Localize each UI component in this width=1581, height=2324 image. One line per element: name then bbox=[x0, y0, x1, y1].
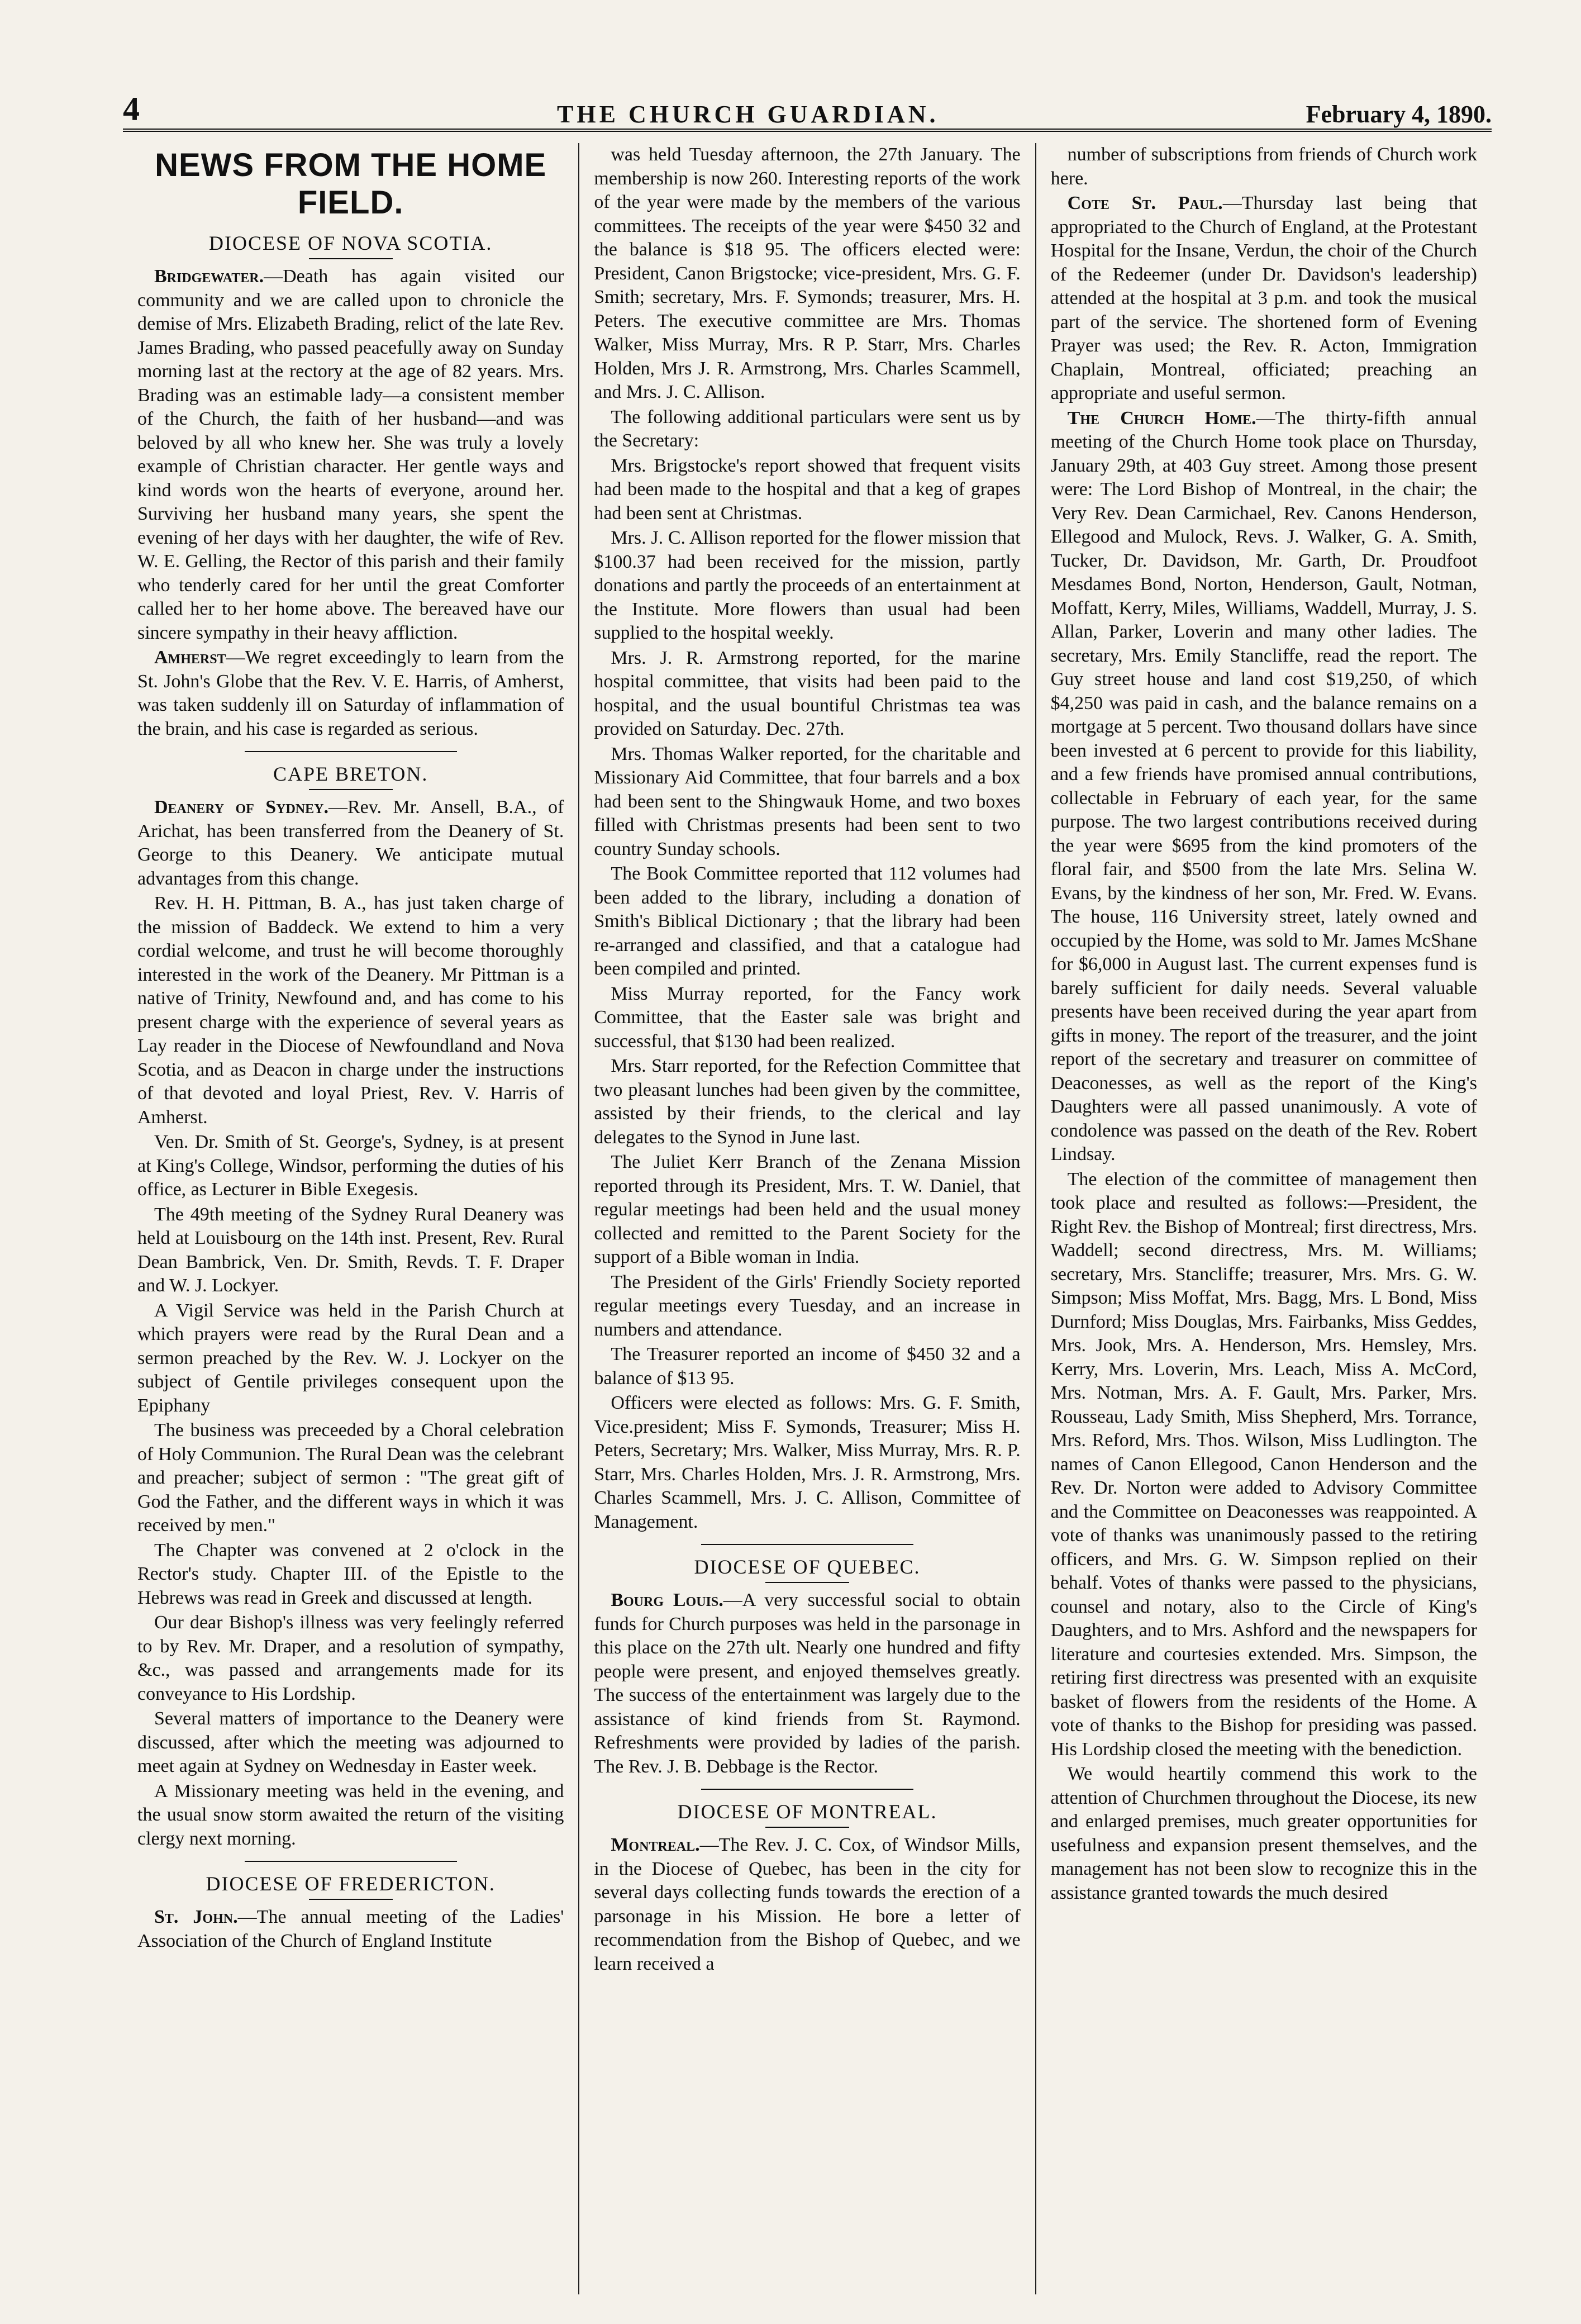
paragraph-text: Mrs. Thomas Walker reported, for the charitable and Missionary Aid Committee, that four barrels and a box had been sent to the Shingwauk Home, and two boxes filled with Christmas presents had been sent to two country Sunday schools. bbox=[594, 743, 1021, 859]
article-columns bbox=[123, 143, 1492, 2294]
article-paragraph bbox=[594, 1343, 1020, 1390]
article-paragraph bbox=[594, 526, 1020, 645]
paragraph-text: —Death has again visited our community and we are called upon to chronicle the demise of Mrs. Elizabeth Brading, relict of the late Rev. James Brading, who passed peacefully away on Sunday morning last at the rectory at the age of 82 years. Mrs. Brading was an estimable lady—a consistent member of the Church, the faith of her husband—and was beloved by all who knew her. She was truly a lovely example of Christian character. Her gentle ways and kind words won the hearts of everyone, around her. Surviving her husband many years, she spent the evening of her days with her daughter, the wife of Rev. W. E. Gelling, the Rector of this parish and their family who tenderly cared for her until the great Comforter called her to her home above. The bereaved have our sincere sympathy in their heavy affliction. bbox=[137, 266, 564, 643]
paragraph-lead: Amherst bbox=[154, 647, 226, 668]
article-paragraph bbox=[137, 646, 564, 741]
column-2 bbox=[579, 143, 1036, 2294]
heading-rule bbox=[765, 1582, 849, 1583]
paragraph-text: —The annual meeting of the Ladies' Association of the Church of England Institute bbox=[137, 1907, 564, 1951]
article-paragraph bbox=[1051, 1762, 1477, 1905]
paragraph-text: Mrs. Brigstocke's report showed that frequent visits had been made to the hospital and that a keg of grapes had been sent at Christmas. bbox=[594, 455, 1021, 524]
paragraph-text: Mrs. Starr reported, for the Refection Committee that two pleasant lunches had been given by the committee, assisted by their friends, to the clerical and lay delegates to the Synod in June last. bbox=[594, 1056, 1021, 1148]
article-paragraph bbox=[137, 796, 564, 891]
paragraph-lead: Bridgewater. bbox=[154, 266, 264, 287]
paragraph-lead: Bourg Louis. bbox=[611, 1590, 723, 1610]
paragraph-text: Mrs. J. R. Armstrong reported, for the marine hospital committee, that visits had been paid to the hospital, and the usual bountiful Christmas tea was provided on Saturday. Dec. 27th. bbox=[594, 647, 1021, 739]
article-paragraph bbox=[594, 1271, 1020, 1342]
article-paragraph bbox=[137, 1299, 564, 1418]
paragraph-text: Miss Murray reported, for the Fancy work Committee, that the Easter sale was bright and successful, that $130 had been realized. bbox=[594, 983, 1021, 1052]
article-paragraph bbox=[594, 143, 1020, 405]
section-divider bbox=[701, 1789, 913, 1790]
paragraph-text: The 49th meeting of the Sydney Rural Deanery was held at Louisbourg on the 14th inst. Present, Rev. Rural Dean Bambrick, Ven. Dr. Smith, Revds. T. F. Draper and W. J. Lockyer. bbox=[137, 1204, 564, 1296]
paragraph-text: —The thirty-fifth annual meeting of the Church Home took place on Thursday, January 29th, at 403 Guy street. Among those present were: The Lord Bishop of Montreal, in the chair; the Very Rev. Dean Carmichael, Rev. Canons Henderson, Ellegood and Mulock, Revs. J. Walker, G. A. Smith, Tucker, Dr. Davidson, Mr. Garth, Dr. Proudfoot Mesdames Bond, Norton, Henderson, Gault, Notman, Moffatt, Kerry, Miles, Williams, Waddell, Murray, J. S. Allan, Parker, Loverin and many other ladies. The secretary, Mrs. Emily Stancliffe, read the report. The Guy street house and land cost $19,250, of which $4,250 was paid in cash, and the balance remains on a mortgage at 5 percent. Two thousand dollars have since been invested at 6 percent to provide for this liability, and a few friends have promised annual contributions, collectable in February of each year, for the same purpose. The two largest contributions received during the year were $695 from the kind promoters of the floral fair, and $500 from the late Mrs. Selina W. Evans, by the kindness of her son, Mr. Fred. W. Evans. The house, 116 University street, lately owned and occupied by the Home, was sold to Mr. James McShane for $6,000 in August last. The current expenses fund is barely sufficient for daily needs. Several valuable presents have been received during the year apart from gifts in money. The report of the treasurer, and the joint report of the secretary and treasurer on committee of Deaconesses, as well as the report of the King's Daughters were all passed unanimously. A vote of condolence was passed on the death of the Rev. Robert Lindsay. bbox=[1050, 407, 1477, 1165]
article-paragraph bbox=[137, 892, 564, 1129]
article-paragraph bbox=[1051, 143, 1477, 191]
article-paragraph bbox=[137, 1539, 564, 1610]
heading-rule bbox=[309, 258, 393, 259]
heading-rule bbox=[765, 1827, 849, 1828]
heading-rule bbox=[309, 789, 393, 790]
paragraph-text: Officers were elected as follows: Mrs. G. F. Smith, Vice.president; Miss F. Symonds, Treasurer; Miss H. Peters, Secretary; Mrs. Walker, Miss Murray, Mrs. R. P. Starr, Mrs. Charles Holden, Mrs. J. R. Armstrong, Mrs. Charles Scammell, Mrs. J. C. Allison, Committee of Management. bbox=[594, 1393, 1021, 1532]
diocese-heading: CAPE BRETON. bbox=[273, 763, 428, 785]
article-paragraph bbox=[594, 862, 1020, 981]
paragraph-text: —Rev. Mr. Ansell, B.A., of Arichat, has been transferred from the Deanery of St. George to this Deanery. We anticipate mutual advantages from this change. bbox=[137, 797, 564, 889]
article-paragraph bbox=[1051, 192, 1477, 406]
paragraph-text: The election of the committee of management then took place and resulted as follows:—President, the Right Rev. the Bishop of Montreal; first directress, Mrs. Waddell; second directress, Mrs. M. Williams; secretary, Mrs. Stancliffe; treasurer, Mrs. Mrs. G. W. Simpson; Miss Moffat, Mrs. Bagg, Mrs. L Bond, Miss Durnford; Miss Douglas, Mrs. Fairbanks, Miss Geddes, Mrs. Jook, Mrs. A. Henderson, Mrs. Hemsley, Mrs. Kerry, Mrs. Loverin, Mrs. Leach, Miss A. McCord, Mrs. Notman, Mrs. A. F. Gault, Mrs. Parker, Mrs. Rousseau, Lady Smith, Miss Shepherd, Mrs. Torrance, Mrs. Reford, Mrs. Thos. Wilson, Miss Ludlington. The names of Canon Ellegood, Canon Henderson and the Rev. Dr. Norton were added to Advisory Committee and the Committee on Deaconesses was reappointed. A vote of thanks was unanimously passed to the retiring officers, and Mrs. G. W. Simpson replied on their behalf. Votes of thanks were passed to the physicians, counsel and notary, also to the Circle of King's Daughters, and to Mrs. Ashford and the newspapers for literature and courtesies extended. Mrs. Simpson, the retiring first directress was presented with an exquisite basket of flowers from the residents of the Home. A vote of thanks to the Bishop for presiding was passed. His Lordship closed the meeting with the benediction. bbox=[1050, 1168, 1477, 1760]
article-paragraph bbox=[594, 982, 1020, 1054]
article-paragraph bbox=[137, 1130, 564, 1202]
article-paragraph bbox=[137, 1419, 564, 1538]
paragraph-text: A Vigil Service was held in the Parish Church at which prayers were read by the Rural Dean and a sermon preached by the Rev. W. J. Lockyer on the subject of Gentile privileges consequent upon the Epiphany bbox=[137, 1300, 564, 1416]
paragraph-text: The President of the Girls' Friendly Society reported regular meetings every Tuesday, and an increase in numbers and attendance. bbox=[594, 1271, 1021, 1340]
paragraph-text: Mrs. J. C. Allison reported for the flower mission that $100.37 had been received for the mission, partly donations and partly the proceeds of an entertainment at the Institute. More flowers than usual had been supplied to the hospital weekly. bbox=[594, 527, 1021, 643]
paragraph-text: We would heartily commend this work to the attention of Churchmen throughout the Diocese, its new and enlarged premises, much greater opportunities for usefulness and expansion present themselves, and the management has not been slow to recognize this in the assistance granted towards the much desired bbox=[1050, 1764, 1477, 1903]
masthead bbox=[123, 84, 1492, 132]
section-divider bbox=[245, 751, 457, 752]
article-paragraph bbox=[594, 454, 1020, 526]
column-3 bbox=[1036, 143, 1492, 2294]
article-paragraph bbox=[1051, 1168, 1477, 1762]
diocese-heading: DIOCESE OF QUEBEC. bbox=[694, 1556, 921, 1578]
paragraph-text: —The Rev. J. C. Cox, of Windsor Mills, in the Diocese of Quebec, has been in the city for several days collecting funds towards the erection of a parsonage in his Mission. He bore a letter of recommendation from the Bishop of Quebec, and we learn received a bbox=[594, 1835, 1021, 1974]
article-paragraph bbox=[594, 1151, 1020, 1270]
column-1 bbox=[123, 143, 579, 2294]
paragraph-lead: Cote St. Paul. bbox=[1067, 193, 1223, 213]
issue-date: February 4, 1890. bbox=[1306, 101, 1492, 128]
section-divider bbox=[701, 1544, 913, 1545]
paragraph-lead: Montreal. bbox=[611, 1835, 700, 1855]
paragraph-text: Our dear Bishop's illness was very feelingly referred to by Rev. Mr. Draper, and a resolution of sympathy, &c., was passed and arrangements made for its conveyance to His Lordship. bbox=[137, 1612, 564, 1704]
section-divider bbox=[245, 1861, 457, 1862]
paragraph-lead: The Church Home. bbox=[1067, 407, 1256, 429]
article-paragraph bbox=[137, 1707, 564, 1779]
article-paragraph bbox=[594, 1391, 1020, 1534]
article-paragraph bbox=[594, 1054, 1020, 1149]
paragraph-lead: Deanery of Sydney. bbox=[154, 797, 328, 818]
paper-title: THE CHURCH GUARDIAN. bbox=[557, 101, 939, 128]
paragraph-text: Rev. H. H. Pittman, B. A., has just taken charge of the mission of Baddeck. We extend to him a very cordial welcome, and trust he will become thoroughly interested in the work of the Deanery. Mr Pittman is a native of Trinity, Newfound and, and has come to his present charge with the experience of several years as Lay reader in the Diocese of Newfoundland and Nova Scotia, and as Deacon in charge under the instructions of that devoted and loyal Priest, Rev. V. Harris of Amherst. bbox=[137, 893, 564, 1128]
article-paragraph bbox=[137, 1905, 564, 1953]
diocese-heading: DIOCESE OF FREDERICTON. bbox=[206, 1872, 496, 1895]
paragraph-text: Ven. Dr. Smith of St. George's, Sydney, is at present at King's College, Windsor, performing the duties of his office, as Lecturer in Bible Exegesis. bbox=[137, 1132, 564, 1200]
page-number: 4 bbox=[123, 91, 140, 127]
diocese-heading: DIOCESE OF MONTREAL. bbox=[677, 1800, 937, 1823]
paragraph-text: The Treasurer reported an income of $450 32 and a balance of $13 95. bbox=[594, 1344, 1021, 1389]
paragraph-text: —A very successful social to obtain funds for Church purposes was held in the parsonage in this place on the 27th ult. Nearly one hundred and fifty people were present, and enjoyed themselves greatly. The success of the entertainment was largely due to the assistance of kind friends from St. Raymond. Refreshments were provided by ladies of the parish. The Rev. J. B. Debbage is the Rector. bbox=[594, 1590, 1021, 1777]
paragraph-text: number of subscriptions from friends of Church work here. bbox=[1050, 144, 1477, 189]
paragraph-text: was held Tuesday afternoon, the 27th January. The membership is now 260. Interesting reports of the work of the year were made by the members of the various committees. The receipts of the year were $450 32 and the balance is $18 95. The officers elected were: President, Canon Brigstocke; vice-president, Mrs. G. F. Smith; secretary, Mrs. F. Symonds; treasurer, Mrs. H. Peters. The executive committee are Mrs. Thomas Walker, Miss Murray, Mrs. R P. Starr, Mrs. Charles Holden, Mrs J. R. Armstrong, Mrs. Charles Scammell, and Mrs. J. C. Allison. bbox=[594, 144, 1021, 402]
diocese-heading: DIOCESE OF NOVA SCOTIA. bbox=[208, 232, 493, 254]
paragraph-text: The Chapter was convened at 2 o'clock in the Rector's study. Chapter III. of the Epistle to the Hebrews was read in Greek and discussed at length. bbox=[137, 1539, 564, 1608]
paragraph-text: A Missionary meeting was held in the evening, and the usual snow storm awaited the return of the visiting clergy next morning. bbox=[137, 1780, 564, 1849]
paragraph-text: The following additional particulars were sent us by the Secretary: bbox=[594, 406, 1021, 451]
article-paragraph bbox=[594, 1833, 1020, 1976]
paragraph-lead: St. John. bbox=[154, 1907, 238, 1927]
article-paragraph bbox=[594, 1589, 1020, 1779]
paragraph-text: The Book Committee reported that 112 volumes had been added to the library, including a donation of Smith's Biblical Dictionary ; that the library had been re-arranged and classified, and that a catalogue had been compiled and printed. bbox=[594, 863, 1021, 979]
paragraph-text: The business was preceeded by a Choral celebration of Holy Communion. The Rural Dean was the celebrant and preacher; subject of sermon : "The great gift of God the Father, and the different ways in which it was received by men." bbox=[137, 1420, 564, 1536]
article-paragraph bbox=[594, 743, 1020, 862]
paragraph-text: Several matters of importance to the Deanery were discussed, after which the meeting was adjourned to meet again at Sydney on Wednesday in Easter week. bbox=[137, 1708, 564, 1776]
article-paragraph bbox=[594, 647, 1020, 742]
paragraph-text: —Thursday last being that appropriated to the Church of England, at the Protestant Hospital for the Insane, Verdun, the choir of the Church of the Redeemer (under Dr. Davidson's leadership) attended at the hospital at 3 p.m. and took the musical part of the service. The shortened form of Evening Prayer was used; the Rev. R. Acton, Immigration Chaplain, Montreal, officiated; preaching an appropriate and useful sermon. bbox=[1050, 193, 1477, 403]
heading-rule bbox=[309, 1899, 393, 1900]
article-paragraph bbox=[137, 265, 564, 645]
paragraph-text: —We regret exceedingly to learn from the St. John's Globe that the Rev. V. E. Harris, of Amherst, was taken suddenly ill on Saturday of inflammation of the brain, and his case is regarded as serious. bbox=[137, 647, 564, 739]
section-title: NEWS FROM THE HOME FIELD. bbox=[155, 147, 547, 221]
article-paragraph bbox=[594, 406, 1020, 453]
article-paragraph bbox=[137, 1611, 564, 1706]
article-paragraph bbox=[137, 1780, 564, 1851]
article-paragraph bbox=[137, 1203, 564, 1298]
article-paragraph bbox=[1051, 407, 1477, 1167]
paragraph-text: The Juliet Kerr Branch of the Zenana Mission reported through its President, Mrs. T. W. Daniel, that regular meetings had been held and the usual money collected and remitted to the Parent Society for the support of a Bible woman in India. bbox=[594, 1152, 1021, 1267]
